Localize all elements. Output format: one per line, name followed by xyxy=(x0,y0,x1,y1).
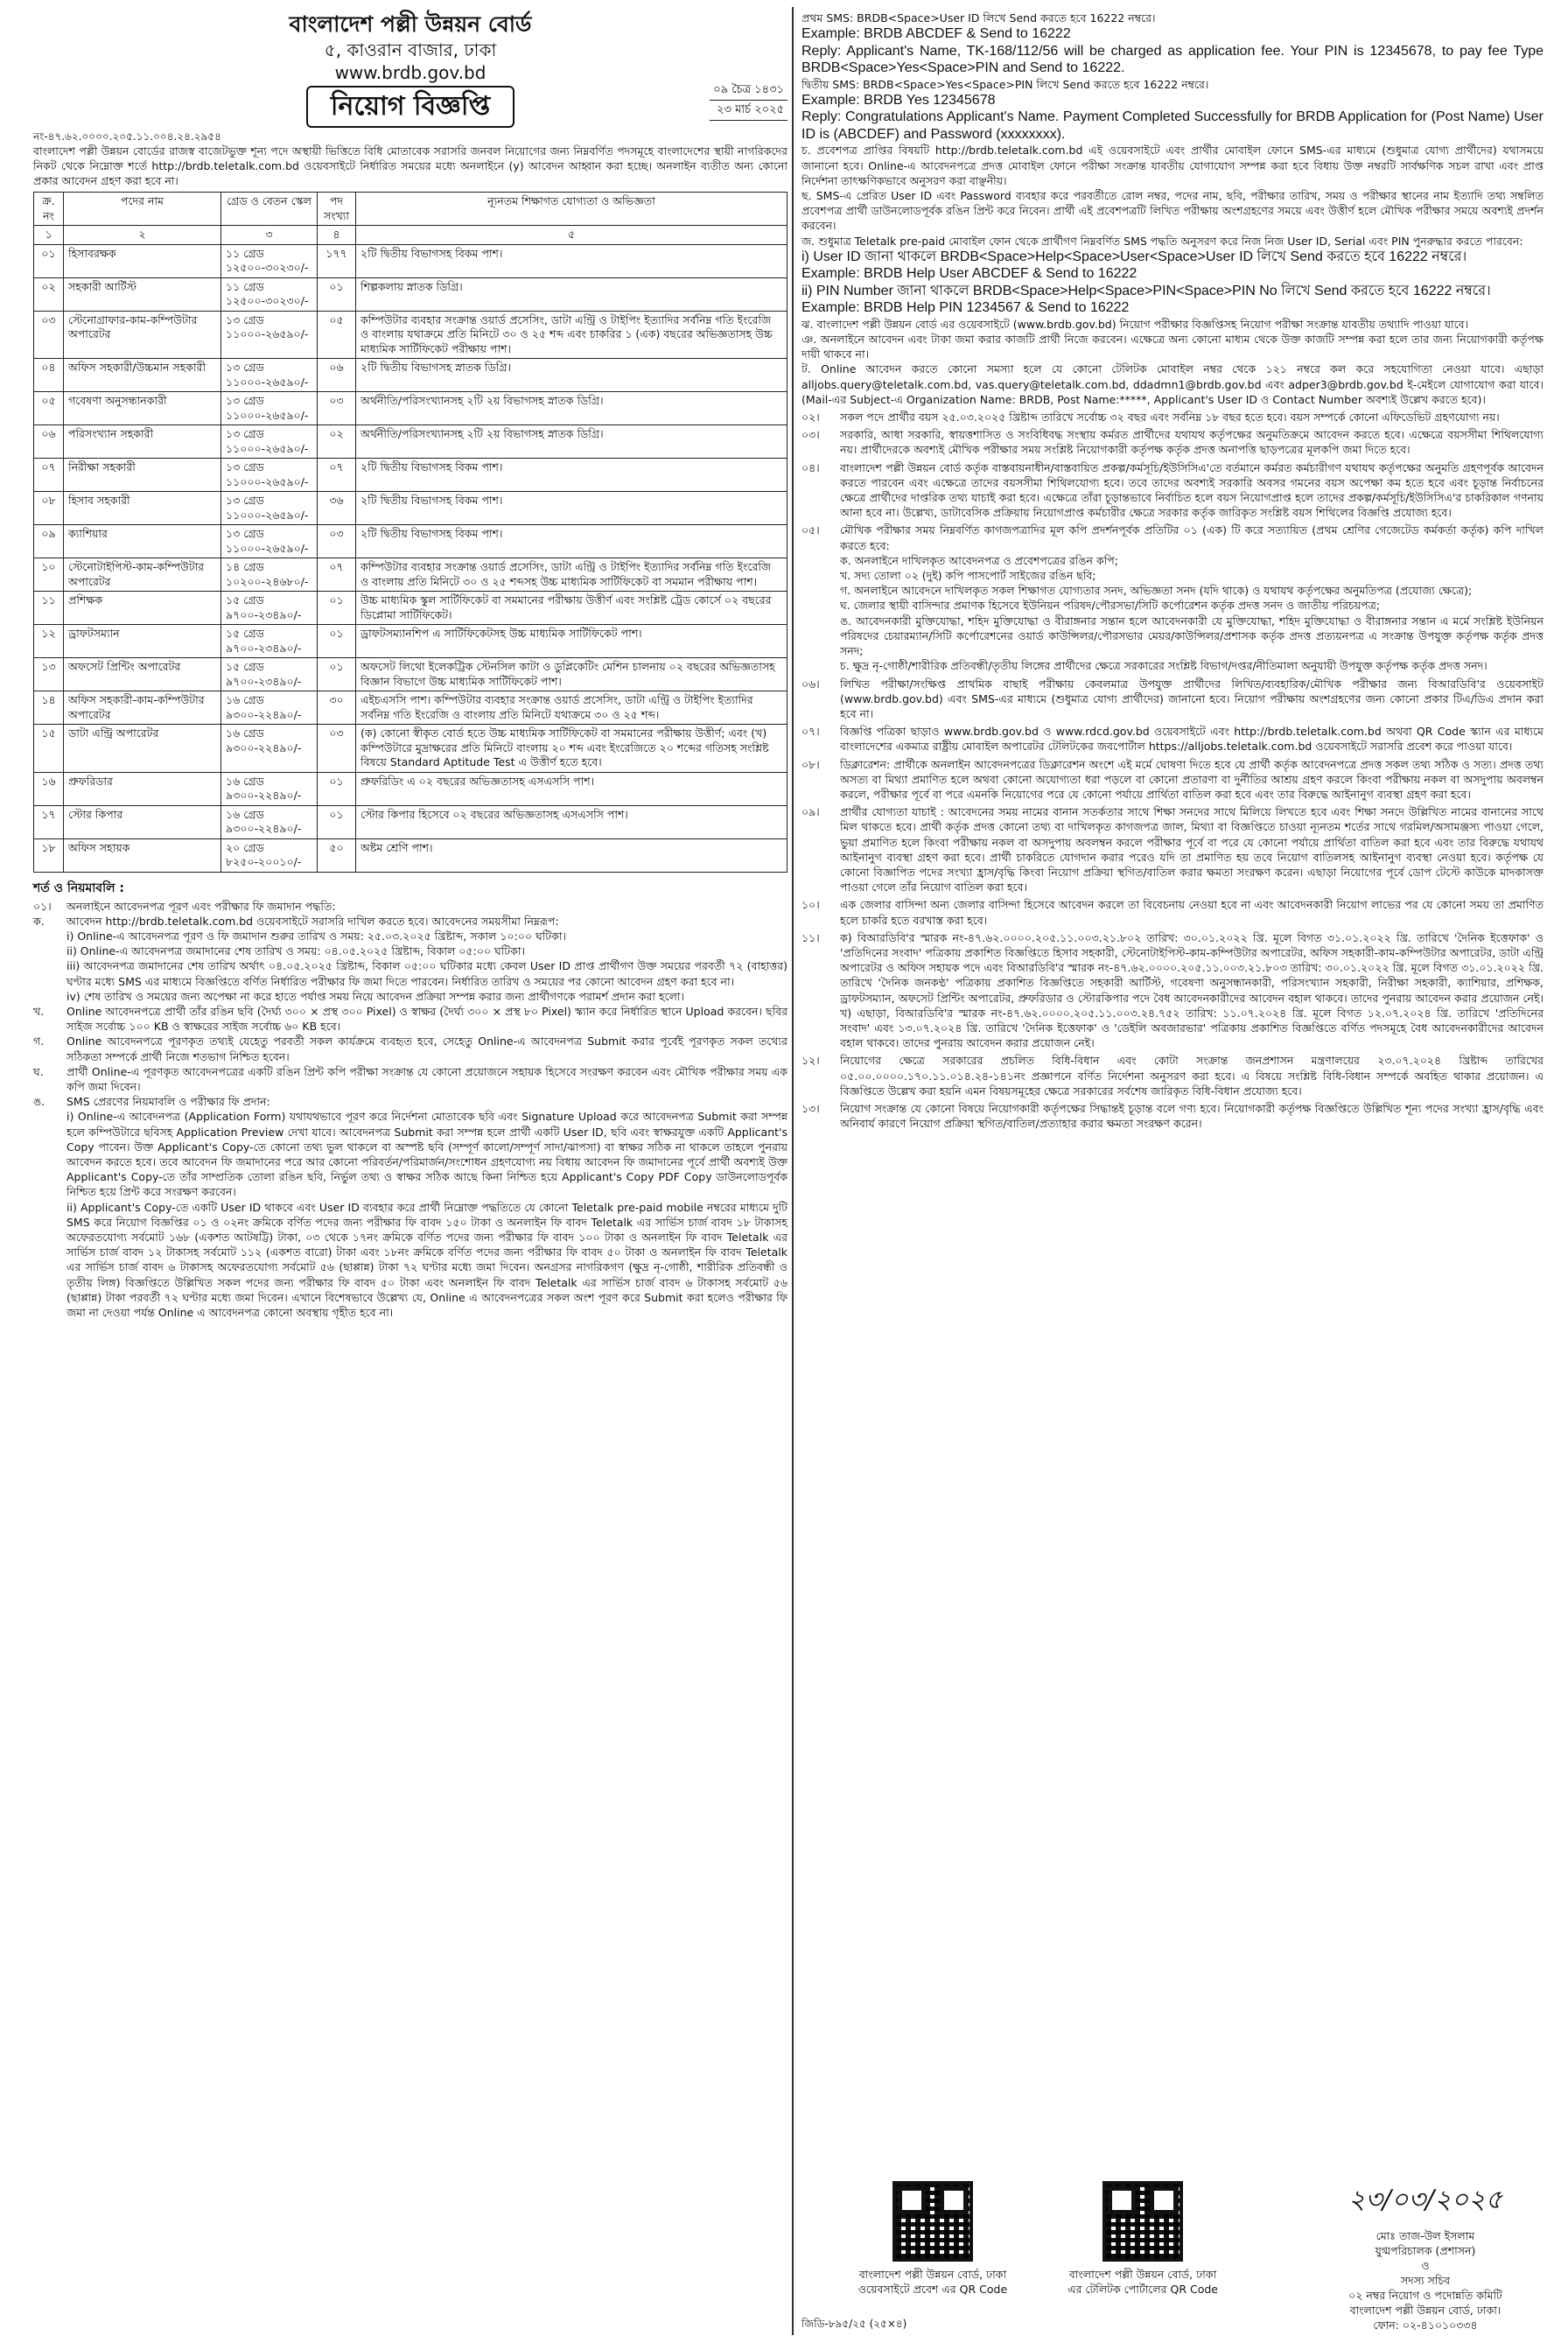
cell-serial: ০৬ xyxy=(34,425,64,459)
term-item xyxy=(33,899,788,914)
term-item xyxy=(802,1101,1544,1131)
table-row xyxy=(34,725,788,773)
cell-qualification: ২টি দ্বিতীয় বিভাগসহ স্নাতক ডিগ্রি। xyxy=(356,359,788,392)
cell-post-name: সহকারী আর্টিস্ট xyxy=(64,277,221,311)
sms-paragraph: ছ. SMS-এ প্রেরিত User ID এবং Password ব্যবহার করে পরবর্তীতে রোল নম্বর, পদের নাম, ছবি, পরীক্ষার তারিখ, সময় ও পরীক্ষার স্থানের নাম ইত্যাদি তথ্য সম্বলিত প্রবেশপত্র প্রার্থী ডাউনলোডপূর্বক রঙিন প্রিন্ট করে নিবেন। প্রার্থী এই প্রবেশপত্রটি লিখিত পরীক্ষায় অংশগ্রহণের সময়ে এবং উত্তীর্ণ হলে মৌখিক পরীক্ষার সময়ে অবশ্যই প্রদর্শন করবেন। xyxy=(802,189,1544,233)
notice-header xyxy=(33,11,788,128)
sms-paragraph: দ্বিতীয় SMS: BRDB<Space>Yes<Space>PIN লিখে Send করতে হবে 16222 নম্বরে। xyxy=(802,77,1209,91)
cell-qualification: (ক) কোনো স্বীকৃত বোর্ড হতে উচ্চ মাধ্যমিক সার্টিফিকেট বা সমমানের পরীক্ষায় উত্তীর্ণ; এবং (খ) কম্পিউটারে মুদ্রাক্ষরের প্রতি মিনিটে বাংলায় ২০ শব্দ এবং ইংরেজিতে ২০ শব্দের গতিসহ সংশ্লিষ্ট বিষয়ে Standard Aptitude Test এ উত্তীর্ণ হতে হবে। xyxy=(356,725,788,773)
table-row xyxy=(34,658,788,691)
term-text: আবেদন http://brdb.teletalk.com.bd ওয়েবসাইটে সরাসরি দাখিল করতে হবে। আবেদনের সময়সীমা নিম্নরূপ: xyxy=(66,914,559,928)
cell-grade: ১৩ গ্রেড ১১০০০-২৬৫৯০/- xyxy=(221,425,318,459)
term-item xyxy=(802,677,1544,722)
header-count: পদ সংখ্যা xyxy=(318,193,356,226)
term-text: প্রার্থী Online-এ পূরণকৃত আবেদনপত্রের একটি রঙিন প্রিন্ট কপি পরীক্ষা সংক্রান্ত যে কোনো প্রয়োজনে সহায়ক হিসেবে সংরক্ষণ করবেন এবং মৌখিক পরীক্ষার সময় এক কপি জমা দিবেন। xyxy=(66,1064,788,1093)
cell-count: ০২ xyxy=(318,425,356,459)
term-number xyxy=(33,958,66,988)
cell-serial: ১০ xyxy=(34,558,64,592)
table-row xyxy=(34,392,788,425)
cell-grade: ১৩ গ্রেড ১১০০০-২৬৫৯০/- xyxy=(221,492,318,525)
header-grade: গ্রেড ও বেতন স্কেল xyxy=(221,193,318,226)
cell-count: ০৫ xyxy=(318,311,356,359)
cell-count: ০৩ xyxy=(318,725,356,773)
term-text: সকল পদে প্রার্থীর বয়স ২৫.০৩.২০২৫ খ্রিষ্টাব্দ তারিখে সর্বোচ্চ ৩২ বছর এবং সর্বনিম্ন ১৮ বছর হতে হবে। বয়স সম্পর্কে কোনো এফিডেভিট গ্রহণযোগ্য নয়। xyxy=(840,410,1500,424)
table-colnum-row xyxy=(34,226,788,245)
sms-paragraph: চ. প্রবেশপত্র প্রাপ্তির বিষয়টি http://brdb.teletalk.com.bd এই ওয়েবসাইটে এবং প্রার্থীর মোবাইল ফোনে SMS-এর মাধ্যমে (শুধুমাত্র যোগ্য প্রার্থীদের) যথাসময়ে জানানো হবে। Online-এ আবেদনপত্রে প্রদত্ত মোবাইল ফোনে পরীক্ষা সংক্রান্ত যাবতীয় যোগাযোগ সম্পন্ন করা হবে বিধায় উক্ত নম্বরটি সার্বক্ষণিক সচল রাখা এবং প্রাপ্ত নির্দেশনা তাৎক্ষণিকভাবে অনুসরণ করা বাঞ্ছনীয়। xyxy=(802,144,1544,187)
cell-count: ০৭ xyxy=(318,558,356,592)
term-text: গ. অনলাইনে আবেদনে দাখিলকৃত সকল শিক্ষাগত যোগ্যতার সনদ, অভিজ্ঞতা সনদ (যদি থাকে) ও যথাযথ কর্তৃপক্ষের অনুমতিপত্র (প্রযোজ্য ক্ষেত্রে); xyxy=(840,584,1473,598)
cell-serial: ০৪ xyxy=(34,359,64,392)
term-number: ০৮। xyxy=(802,757,820,771)
term-number xyxy=(802,598,840,613)
sms-paragraph: Example: BRDB Help PIN 1234567 & Send to 16222 xyxy=(802,300,1130,316)
term-text: লিখিত পরীক্ষা/সংক্ষিপ্ত প্রাথমিক বাছাই পরীক্ষায় কেবলমাত্র উপযুক্ত প্রার্থীদের লিখিত/ব্যবহারিক/মৌখিক পরীক্ষার জন্য বিআরডিবি'র ওয়েবসাইট (www.brdb.gov.bd) এবং SMS-এর মাধ্যমে (শুধুমাত্র যোগ্য প্রার্থীদের) জানানো হবে। নিয়োগ পরীক্ষায় অংশগ্রহণের জন্য কোনো প্রকার টিএ/ডিএ প্রদান করা হবে না। xyxy=(840,677,1544,720)
term-item xyxy=(33,944,788,958)
cell-post-name: অফিস সহকারী-কাম-কম্পিউটার অপারেটর xyxy=(64,691,221,725)
term-text: ঙ. আবেদনকারী মুক্তিযোদ্ধা, শহিদ মুক্তিযোদ্ধা ও বীরাঙ্গনার সন্তান হলে আবেদনকারী যে মুক্তিযোদ্ধা, শহিদ মুক্তিযোদ্ধা ও বীরাঙ্গনার সন্তান এ মর্মে সংশ্লিষ্ট ইউনিয়ন পরিষদের চেয়ারম্যান/সিটি কর্পোরেশনের ওয়ার্ড কাউন্সিলর/পৌরসভার মেয়র/কাউন্সিলর/প্রশাসক কর্তৃক প্রদত্ত প্রত্যয়নপত্র এ সংক্রান্ত উপযুক্ত কর্তৃপক্ষ কর্তৃক প্রদত্ত সনদ; xyxy=(840,614,1544,658)
term-text: প্রার্থীর যোগ্যতা যাচাই : আবেদনের সময় নামের বানান সতর্কতার সাথে শিক্ষা সনদের সাথে মিলিয়ে লিখতে হবে এবং শিক্ষা সনদে উল্লিখিত নামের বানানের সাথে মিল থাকতে হবে। প্রার্থী কর্তৃক প্রদত্ত কোনো তথ্য বা দাখিলকৃত কাগজপত্র জাল, মিথ্যা বা বিজ্ঞপ্তিতে চাওয়া ন্যূনতম শর্তের সাথে গরমিল/অসামঞ্জস্য পাওয়া গেলে, ভুয়া প্রমাণিত হলে কিংবা পরীক্ষায় নকল বা অসদুপায় অবলম্বন করলে পরীক্ষার পূর্বে বা পরে যে কোনো পর্যায়ে প্রার্থিতা বাতিল করা হবে এবং তার বিরুদ্ধে যথাযথ আইনানুগ ব্যবস্থা গ্রহণ করা হবে। প্রার্থী চাকরিতে যোগদান করার পরেও যদি তা প্রমাণিত হয় তবে নিয়োগ বাতিলসহ আইনানুগ ব্যবস্থা নেওয়া হবে। কর্তৃপক্ষ যে কোনো বিজ্ঞাপিত পদের সংখ্যা হ্রাস/বৃদ্ধি কিংবা নিয়োগ প্রক্রিয়া স্থগিত/বাতিল করার ক্ষমতা সংরক্ষণ করেন। এছাড়া নিয়োগের পূর্বে ডোপ টেস্টে কাউকে মাদকাসক্ত পাওয়া গেলে তাঁর নিয়োগ বাতিল করা হবে। xyxy=(840,805,1544,894)
cell-post-name: প্রশিক্ষক xyxy=(64,592,221,625)
cell-count: ০১ xyxy=(318,592,356,625)
signer-org: বাংলাদেশ পল্লী উন্নয়ন বোর্ড, ঢাকা। xyxy=(1349,2304,1502,2317)
term-text: ক) বিআরডিবি'র স্মারক নং-৪৭.৬২.০০০০.২০৫.১১.০০৩.২১.৮০২ তারিখ: ৩০.০১.২০২২ খ্রি. মূলে বিগত ৩১.০১.২০২২ খ্রি. তারিখে 'দৈনিক ইত্তেফাক' ও 'প্রতিদিনের সংবাদ' পত্রিকায় প্রকাশিত বিজ্ঞপ্তিতে হিসাব সহকারী, স্টেনোটাইপিস্ট-কাম-কম্পিউটার অপারেটর, অফিস সহকারী-কাম-কম্পিউটার অপারেটর, ডাটা এন্ট্রি অপারেটর ও অফিস সহায়ক পদে এবং বিআরডিবি'র স্মারক নং-৪৭.৬২.০০০০.২০৫.১১.০০৩.২১.৮০৩ তারিখ: ৩০.০১.২০২২ খ্রি. মূলে বিগত ৩১.০১.২০২২ খ্রি. তারিখে 'দৈনিক জনকণ্ঠ' পত্রিকায় প্রকাশিত বিজ্ঞপ্তিতে সহকারী আর্টিস্ট, গবেষণা অনুসন্ধানকারী, পরিসংখ্যান সহকারী, নিরীক্ষা সহকারী, ক্যাশিয়ার, প্রশিক্ষক, ড্রাফটসম্যান, অফসেট প্রিন্টিং অপারেটর, প্রুফরিডার ও স্টোরকিপার পদে বৈধ আবেদনকারীদের আবেদন বহাল থাকবে। তাদের পুনরায় আবেদন করার প্রয়োজন নেই। খ) এছাড়া, বিআরডিবি'র স্মারক নং-৪৭.৬২.০০০০.২০৫.১১.০০৩.২৪.৭৫২ তারিখ: ১১.০৭.২০২৪ খ্রি. মূলে বিগত ১২.০৭.২০২৪ খ্রি. তারিখে 'প্রতিদিনের সংবাদ' এবং ১৩.০৭.২০২৪ খ্রি. তারিখে 'দৈনিক ইত্তেফাক' ও 'ডেইলি অবজারভার' পত্রিকায় প্রকাশিত বিজ্ঞপ্তিতে বর্ণিত পদসমূহে বৈধ আবেদনকারীদের আবেদন বহাল থাকবে। তাদের পুনরায় আবেদন করার প্রয়োজন নেই। xyxy=(840,930,1544,1050)
cell-grade: ১৫ গ্রেড ৯৭০০-২৩৪৯০/- xyxy=(221,625,318,658)
cell-post-name: গবেষণা অনুসন্ধানকারী xyxy=(64,392,221,425)
cell-serial: ০৮ xyxy=(34,492,64,525)
term-text: নিয়োগ সংক্রান্ত যে কোনো বিষয়ে নিয়োগকারী কর্তৃপক্ষের সিদ্ধান্তই চূড়ান্ত বলে গণ্য হবে। নিয়োগকারী কর্তৃপক্ষ বিজ্ঞপ্তিতে উল্লিখিত শূন্য পদের সংখ্যা হ্রাস/বৃদ্ধি এবং অনিবার্য কারণে নিয়োগ প্রক্রিয়া স্থগিত/বাতিল/প্রত্যাহার করার ক্ষমতা সংরক্ষণ করেন। xyxy=(840,1101,1544,1131)
cell-grade: ১৪ গ্রেড ১০২০০-২৪৬৮০/- xyxy=(221,558,318,592)
sms-paragraph: ii) PIN Number জানা থাকলে BRDB<Space>Help<Space>PIN<Space>PIN No লিখে Send করতে হবে 16222 নম্বরে। xyxy=(802,283,1491,298)
term-number: ঙ. xyxy=(33,1095,46,1109)
term-item xyxy=(802,804,1544,894)
term-text: নিয়োগের ক্ষেত্রে সরকারের প্রচলিত বিধি-বিধান এবং কোটা সংক্রান্ত জনপ্রশাসন মন্ত্রণালয়ের ২৩.০৭.২০২৪ খ্রিষ্টাব্দ তারিখের ০৫.০০.০০০০.১৭০.১১.০১৪.২৪-১৪১নং প্রজ্ঞাপনে বর্ণিত নির্দেশনা অনুসরণ করা হবে। এ বিষয়ে সংশ্লিষ্ট বিধি-বিধান সম্পর্কে অবহিত থাকার প্রয়োজন। এ বিজ্ঞপ্তিতে উল্লেখ করা হয়নি এমন বিষয়সমূহের ক্ষেত্রে সরকারের সর্বশেষ জারিকৃত বিধি-বিধান প্রযোজ্য হবে। xyxy=(840,1054,1544,1098)
table-row xyxy=(34,525,788,558)
term-text: SMS প্রেরণের নিয়মাবলি ও পরীক্ষার ফি প্রদান: xyxy=(66,1095,270,1109)
term-number: ০৭। xyxy=(802,725,820,739)
cell-serial: ১৫ xyxy=(34,725,64,773)
term-text: সরকারি, আধা সরকারি, স্বায়ত্তশাসিত ও সংবিধিবদ্ধ সংস্থায় কর্মরত প্রার্থীদের যথাযথ কর্তৃপক্ষের অনুমতিক্রমে আবেদন করতে হবে। এক্ষেত্রে বয়সসীমা শিথিলযোগ্য নয়। প্রার্থীদেরকে অবশ্যই মৌখিক পরীক্ষার সময় সংশ্লিষ্ট নিয়োগকারী কর্তৃপক্ষ কর্তৃক প্রদত্ত অনাপত্তি ছাড়পত্রের মূলকপি জমা দিতে হবে। xyxy=(840,428,1544,457)
cell-qualification: ২টি দ্বিতীয় বিভাগসহ বিকম পাশ। xyxy=(356,244,788,277)
colnum: ৫ xyxy=(356,226,788,245)
cell-qualification: ২টি দ্বিতীয় বিভাগসহ বিকম পাশ। xyxy=(356,459,788,492)
cell-grade: ১৫ গ্রেড ৯৭০০-২৩৪৯০/- xyxy=(221,658,318,691)
signer-phone: ফোন: ০২-৪১০১০৩৩৪ xyxy=(1373,2318,1478,2332)
cell-qualification: স্টোর কিপার হিসেবে ০২ বছরের অভিজ্ঞতাসহ এসএসসি পাশ। xyxy=(356,805,788,838)
table-row xyxy=(34,311,788,359)
cell-serial: ১১ xyxy=(34,592,64,625)
cell-post-name: পরিসংখ্যান সহকারী xyxy=(64,425,221,459)
term-text: বাংলাদেশ পল্লী উন্নয়ন বোর্ড কর্তৃক বাস্তবায়নাধীন/বাস্তবায়িত প্রকল্প/কর্মসূচি/ইউসিসিএ'তে বর্তমানে কর্মরত কর্মচারীগণ যথাযথ কর্তৃপক্ষের অনুমতি গ্রহণপূর্বক আবেদন করতে পারবেন এবং এক্ষেত্রে তাদের বয়সসীমা শিথিলযোগ্য হবে। তবে তাদের অবশ্যই সরকারি অবসর গমনের বয়স অপেক্ষা কম হতে হবে এবং চূড়ান্ত নির্বাচনের ক্ষেত্রে প্রার্থীদের দাপ্তরিক তথ্য যাচাই করা হবে। এক্ষেত্রে তাঁরা চূড়ান্তভাবে নির্বাচিত হলে বয়স নিয়োগপ্রাপ্ত হলে তাদের প্রকল্প/কর্মসূচি/ইউসিসিএ'র চাকরিকাল গণনায় আনা হবে না। উল্লেখ্য, ডাটাবেসিক প্রক্রিয়ায় নিয়োগপ্রাপ্ত কর্মচারীর ক্ষেত্রে সরকার কর্তৃক জারিকৃত সংশ্লিষ্ট বয়স শিথিলের বিজ্ঞপ্তি প্রযোজ্য হবে। xyxy=(840,460,1544,520)
term-item xyxy=(802,614,1544,659)
header-qualification: ন্যূনতম শিক্ষাগত যোগ্যতা ও অভিজ্ঞতা xyxy=(356,193,788,226)
term-text: বিজ্ঞপ্তি পত্রিকা ছাড়াও www.brdb.gov.bd ও www.rdcd.gov.bd ওয়েবসাইটে এবং http://brdb.teletalk.com.bd অথবা QR Code স্ক্যান এর মাধ্যমে বাংলাদেশের একমাত্র রাষ্ট্রীয় মোবাইল অপারেটর টেলিটকের জবপোর্টাল https://alljobs.teletalk.com.bd ওয়েবসাইটে সরাসরি প্রবেশ করে পাওয়া যাবে। xyxy=(840,725,1544,754)
terms-title: শর্ত ও নিয়মাবলি : xyxy=(33,880,124,895)
table-row xyxy=(34,459,788,492)
cell-qualification: ড্রাফটসম্যানশিপ এ সার্টিফিকেটসহ উচ্চ মাধ্যমিক সার্টিফিকেট পাশ। xyxy=(356,625,788,658)
term-text: চ. ক্ষুদ্র নৃ-গোষ্ঠী/শারীরিক প্রতিবন্ধী/তৃতীয় লিঙ্গের প্রার্থীদের ক্ষেত্রে সরকারের সংশ্লিষ্ট বিভাগ/দপ্তর/নীতিমালা অনুযায়ী উপযুক্ত কর্তৃপক্ষ কর্তৃক প্রদত্ত সনদ। xyxy=(840,659,1488,673)
term-text: খ. সদ্য তোলা ০২ (দুই) কপি পাসপোর্ট সাইজের রঙিন ছবি; xyxy=(840,569,1096,583)
left-column xyxy=(33,11,788,2334)
cell-grade: ১৩ গ্রেড ১১০০০-২৬৫৯০/- xyxy=(221,459,318,492)
cell-count: ৩০ xyxy=(318,691,356,725)
cell-count: ০৩ xyxy=(318,525,356,558)
cell-qualification: অর্থনীতি/পরিসংখ্যানসহ ২টি ২য় বিভাগসহ স্নাতক ডিগ্রি। xyxy=(356,392,788,425)
cell-serial: ১৪ xyxy=(34,691,64,725)
signer-role: সদস্য সচিব xyxy=(1400,2274,1451,2287)
cell-count: ৫০ xyxy=(318,838,356,872)
dfp-reference: জিডি-৮৯৫/২৫ (২৫×৪) xyxy=(802,2318,907,2330)
header-post-name: পদের নাম xyxy=(64,193,221,226)
notice-dates xyxy=(710,81,788,121)
term-item xyxy=(802,658,1544,673)
signer-name: মোঃ তাজ-উল ইসলাম xyxy=(1376,2229,1475,2242)
term-text: ii) Online-এ আবেদনপত্র জমাদানের শেষ তারিখ ও সময়: ০৪.০৫.২০২৫ খ্রিষ্টাব্দ, বিকাল ০৫:০০ ঘটিকা। xyxy=(66,944,525,958)
cell-serial: ১২ xyxy=(34,625,64,658)
term-text: ii) Applicant's Copy-তে একটি User ID থাকবে এবং User ID ব্যবহার করে প্রার্থী নিম্নোক্ত পদ্ধতিতে যে কোনো Teletalk pre-paid mobile নম্বরের মাধ্যমে দুটি SMS করে নিয়োগ বিজ্ঞপ্তির ০১ ও ০২নং ক্রমিকে বর্ণিত পদের জন্য পরীক্ষার ফি বাবদ ১৫০ টাকা ও অনলাইন ফি বাবদ Teletalk এর সার্ভিস চার্জ বাবদ ১৮ টাকাসহ অফেরতযোগ্য সর্বমোট ১৬৮ (একশত আটষট্টি) টাকা, ০৩ থেকে ১৭নং ক্রমিকে বর্ণিত পদের জন্য পরীক্ষার ফি বাবদ ১০০ টাকা ও অনলাইন ফি বাবদ Teletalk এর সার্ভিস চার্জ বাবদ ১২ টাকাসহ সর্বমোট ১১২ (একশত বারো) টাকা এবং ১৮নং ক্রমিকে বর্ণিত পদের জন্য পরীক্ষার ফি বাবদ ৫০ টাকা ও অনলাইন ফি বাবদ Teletalk এর সার্ভিস চার্জ বাবদ ৬ টাকাসহ অফেরতযোগ্য সর্বমোট ৫৬ (ছাপ্পান্ন) টাকা ৭২ ঘণ্টার মধ্যে জমা দিবেন। অনগ্রসর নাগরিকগণ (ক্ষুদ্র নৃ-গোষ্ঠী, শারীরিক প্রতিবন্ধী ও তৃতীয় লিঙ্গ) বিজ্ঞপ্তিতে উল্লিখিত সকল পদের জন্য পরীক্ষার ফি বাবদ ৫০ টাকা এবং অনলাইন ফি বাবদ Teletalk এর সার্ভিস চার্জ বাবদ ৬ টাকাসহ সর্বমোট ৫৬ (ছাপ্পান্ন) টাকা পরবর্তী ৭২ ঘণ্টার মধ্যে জমা দিবেন। এখানে বিশেষভাবে উল্লেখ্য যে, Online এ আবেদনপত্রের সকল অংশ পূরণ করে Submit করা হলেও পরীক্ষার ফি জমা না দেওয়া পর্যন্ত Online এ আবেদনপত্র কোনো অবস্থায় গৃহীত হবে না। xyxy=(66,1200,788,1319)
term-number xyxy=(802,568,840,583)
table-row xyxy=(34,838,788,872)
cell-serial: ০৩ xyxy=(34,311,64,359)
sms-paragraph: ঝ. বাংলাদেশ পল্লী উন্নয়ন বোর্ড এর ওয়েবসাইটে (www.brdb.gov.bd) নিয়োগ পরীক্ষার বিজ্ঞপ্তিসহ নিয়োগ পরীক্ষা সংক্রান্ত যাবতীয় তথ্যাদি পাওয়া যাবে। xyxy=(802,317,1469,331)
cell-grade: ১৫ গ্রেড ৯৭০০-২৩৪৯০/- xyxy=(221,592,318,625)
right-terms xyxy=(802,410,1544,1131)
term-item xyxy=(802,460,1544,521)
qr-caption-teletalk: বাংলাদেশ পল্লী উন্নয়ন বোর্ড, ঢাকা এর টেলিটক পোর্টালের QR Code xyxy=(1068,2268,1218,2296)
term-number xyxy=(33,944,66,958)
column-divider xyxy=(792,7,794,2335)
sms-paragraph: i) User ID জানা থাকলে BRDB<Space>Help<Space>User<Space>User ID লিখে Send করতে হবে 16222 নম্বরে। xyxy=(802,249,1467,264)
term-number: ০২। xyxy=(802,410,820,424)
colnum: ২ xyxy=(64,226,221,245)
term-item xyxy=(33,1094,788,1109)
signer-committee: ০২ নম্বর নিয়োগ ও পদোন্নতি কমিটি xyxy=(1348,2289,1502,2302)
term-item xyxy=(33,1004,788,1034)
cell-count: ৩৬ xyxy=(318,492,356,525)
term-text: ঘ. জেলার স্থায়ী বাসিন্দার প্রমাণক হিসেবে ইউনিয়ন পরিষদ/পৌরসভা/সিটি কর্পোরেশন কর্তৃক প্রদত্ত সনদ ও জাতীয় পরিচয়পত্র; xyxy=(840,599,1381,613)
cell-serial: ১৮ xyxy=(34,838,64,872)
cell-serial: ১৭ xyxy=(34,805,64,838)
cell-count: ১৭৭ xyxy=(318,244,356,277)
term-item xyxy=(802,568,1544,583)
sms-paragraph: ট. Online আবেদন করতে কোনো সমস্যা হলে যে কোনো টেলিটক মোবাইল নম্বর থেকে ১২১ নম্বরে কল করে সহযোগিতা নেওয়া যাবে। এছাড়া alljobs.query@teletalk.com.bd, vas.query@teletalk.com.bd, ddadmn1@brdb.gov.bd এবং adper3@brdb.gov.bd ই-মেইলে যোগাযোগ করা যাবে। (Mail-এর Subject-এ Organization Name: BRDB, Post Name:*****, Applicant's User ID ও Contact Number অবশ্যই উল্লেখ করতে হবে)। xyxy=(802,362,1544,406)
sms-paragraph: Reply: Congratulations Applicant's Name. Payment Completed Successfully for BRDB Application for (Post Name) User ID is (ABCDEF) and Password (xxxxxxxx). xyxy=(802,109,1544,142)
term-number: ০১। xyxy=(33,899,52,913)
cell-count: ০১ xyxy=(318,625,356,658)
vacancy-table xyxy=(33,192,788,873)
cell-post-name: ড্রাফটসম্যান xyxy=(64,625,221,658)
term-item xyxy=(33,958,788,988)
term-item xyxy=(802,724,1544,754)
term-number: ০৫। xyxy=(802,523,820,537)
term-number xyxy=(802,614,840,659)
table-row xyxy=(34,625,788,658)
qr-caption-website: বাংলাদেশ পল্লী উন্নয়ন বোর্ড, ঢাকা ওয়েবসাইটে প্রবেশ এর QR Code xyxy=(858,2268,1008,2296)
term-item xyxy=(802,1053,1544,1098)
date-english: ২৩ মার্চ ২০২৫ xyxy=(710,101,788,121)
cell-qualification: কম্পিউটার ব্যবহার সংক্রান্ত ওয়ার্ড প্রসেসিং, ডাটা এন্ট্রি ও টাইপিং ইত্যাদির সর্বনিম্ন গতি ইংরেজি ও বাংলায় প্রতি মিনিটে ৩০ ও ২৫ শব্দসহ উচ্চ মাধ্যমিক সার্টিফিকেট বা সমমান পরীক্ষায় পাশ। xyxy=(356,558,788,592)
term-text: Online আবেদনপত্রে পূরণকৃত তথ্যই যেহেতু পরবর্তী সকল কার্যক্রমে ব্যবহৃত হবে, সেহেতু Online-এ আবেদনপত্র Submit করার পূর্বেই পূরণকৃত সকল তথ্যের সঠিকতা সম্পর্কে প্রার্থী নিজে শতভাগ নিশ্চিত হবেন। xyxy=(66,1035,788,1063)
term-number xyxy=(802,658,840,673)
cell-grade: ১৬ গ্রেড ৯৩০০-২২৪৯০/- xyxy=(221,691,318,725)
table-header-row xyxy=(34,193,788,226)
sms-paragraph: Example: BRDB Yes 12345678 xyxy=(802,92,996,108)
footer-block xyxy=(802,2172,1544,2334)
table-row xyxy=(34,425,788,459)
term-item xyxy=(802,598,1544,613)
table-row xyxy=(34,691,788,725)
qr-card-teletalk xyxy=(1064,2181,1222,2297)
cell-qualification: এইচএসসি পাশ। কম্পিউটার ব্যবহার সংক্রান্ত ওয়ার্ড প্রসেসিং, ডাটা এন্ট্রি ও টাইপিং ইত্যাদির সর্বনিম্ন গতি ইংরেজি ও বাংলায় প্রতি মিনিটে যথাক্রমে ৩০ ও ২৫ শব্দ। xyxy=(356,691,788,725)
table-row xyxy=(34,805,788,838)
cell-qualification: অফসেট লিথো ইলেকট্রিক স্টেনসিল কাটা ও ডুপ্লিকেটিং মেশিন চালনায় ০২ বছরের অভিজ্ঞতাসহ বিজ্ঞান বিভাগে উচ্চ মাধ্যমিক সার্টিফিকেট পাশ। xyxy=(356,658,788,691)
qr-code-icon[interactable] xyxy=(892,2181,973,2262)
cell-qualification: শিল্পকলায় স্নাতক ডিগ্রি। xyxy=(356,277,788,311)
term-number: ০৬। xyxy=(802,677,820,691)
organization-website[interactable]: www.brdb.gov.bd xyxy=(334,62,486,83)
term-item xyxy=(802,583,1544,598)
term-text: ক. অনলাইনে দাখিলকৃত আবেদনপত্র ও প্রবেশপত্রের রঙিন কপি; xyxy=(840,553,1118,567)
cell-post-name: স্টেনোগ্রাফার-কাম-কম্পিউটার অপারেটর xyxy=(64,311,221,359)
term-number xyxy=(33,929,66,944)
term-text: ডিক্লারেশন: প্রার্থীকে অনলাইন আবেদনপত্রের ডিক্লারেশন অংশে এই মর্মে ঘোষণা দিতে হবে যে প্রার্থী কর্তৃক আবেদনপত্রে প্রদত্ত সকল তথ্য সঠিক ও সত্য। প্রদত্ত তথ্য অসত্য বা মিথ্যা প্রমাণিত হলে অথবা কোনো অযোগ্যতা ধরা পড়লে বা কোনো প্রতারণা বা দুর্নীতির আশ্রয় গ্রহণ করলে কিংবা পরীক্ষায় নকল বা অসদুপায় অবলম্বন করলে, পরীক্ষার পূর্বে বা পরে এমনকি নিয়োগের পরে যে কোনো পর্যায়ে প্রার্থিতা বাতিল করা হবে এবং তার বিরুদ্ধে আইনানুগ ব্যবস্থা গ্রহণ করা হবে। xyxy=(840,757,1544,801)
memo-number: নং-৪৭.৬২.০০০০.২০৫.১১.০০৪.২৪.২৯৫৪ xyxy=(33,130,221,143)
sms-paragraph: ঞ. অনলাইনে আবেদন এবং টাকা জমা করার কাজটি প্রার্থী নিজে করবেন। এক্ষেত্রে অন্য কোনো মাধ্যম থেকে উক্ত কাজটি সম্পন্ন করা হলে তার জন্য নিয়োগকারী কর্তৃপক্ষ দায়ী থাকবে না। xyxy=(802,333,1544,361)
term-number: ১৩। xyxy=(802,1101,820,1115)
left-terms xyxy=(33,899,788,1321)
cell-count: ০৭ xyxy=(318,459,356,492)
term-item xyxy=(802,930,1544,1051)
cell-post-name: ক্যাশিয়ার xyxy=(64,525,221,558)
sms-paragraph: Reply: Applicant's Name, TK-168/112/56 will be charged as application fee. Your PIN is 12345678, to pay fee Type BRDB<Space>Yes<Space>PIN and Send to 16222. xyxy=(802,43,1544,76)
cell-qualification: অর্থনীতি/পরিসংখ্যানসহ ২টি ২য় বিভাগসহ স্নাতক ডিগ্রি। xyxy=(356,425,788,459)
cell-count: ০১ xyxy=(318,772,356,805)
term-item xyxy=(802,553,1544,568)
term-number: ১২। xyxy=(802,1054,820,1068)
signature-image: ২৩/০৩/২০২৫ xyxy=(1348,2185,1503,2215)
term-text: অনলাইনে আবেদনপত্র পূরণ এবং পরীক্ষার ফি জমাদান পদ্ধতি: xyxy=(66,899,336,913)
term-item xyxy=(33,1034,788,1063)
signature-block xyxy=(1316,2172,1535,2332)
cell-post-name: অফসেট প্রিন্টিং অপারেটর xyxy=(64,658,221,691)
cell-count: ০১ xyxy=(318,658,356,691)
cell-grade: ১৩ গ্রেড ১১০০০-২৬৫৯০/- xyxy=(221,525,318,558)
table-row xyxy=(34,277,788,311)
cell-qualification: উচ্চ মাধ্যমিক স্কুল সার্টিফিকেট বা সমমানের পরীক্ষায় উত্তীর্ণ এবং সংশ্লিষ্ট ট্রেড কোর্সে ০২ বছরের ডিপ্লোমা সার্টিফিকেট। xyxy=(356,592,788,625)
term-text: এক জেলার বাসিন্দা অন্য জেলার বাসিন্দা হিসেবে আবেদন করলে তা বিবেচনায় নেওয়া হবে না এবং আবেদনকারী নিয়োগ লাভের পর যে কোনো সময় তা প্রমাণিত হলে চাকরি হতে বরখাস্ত করা হবে। xyxy=(840,898,1544,927)
cell-serial: ০২ xyxy=(34,277,64,311)
cell-qualification: ২টি দ্বিতীয় বিভাগসহ বিকম পাশ। xyxy=(356,525,788,558)
term-item xyxy=(33,989,788,1004)
cell-count: ০৩ xyxy=(318,392,356,425)
term-text: Online আবেদনপত্রে প্রার্থী তাঁর রঙিন ছবি (দৈর্ঘ্য ৩০০ × প্রস্থ ৩০০ Pixel) ও স্বাক্ষর (দৈর্ঘ্য ৩০০ × প্রস্থ ৮০ Pixel) স্ক্যান করে নির্ধারিত স্থানে Upload করবেন। ছবির সাইজ সর্বোচ্চ ১০০ KB ও স্বাক্ষরের সাইজ সর্বোচ্চ ৬০ KB হবে। xyxy=(66,1004,788,1034)
term-text: i) Online-এ আবেদনপত্র পূরণ ও ফি জমাদান শুরুর তারিখ ও সময়: ২৫.০৩.২০২৫ খ্রিষ্টাব্দ, সকাল ১০:০০ ঘটিকা। xyxy=(66,929,566,943)
term-item xyxy=(802,897,1544,927)
table-row xyxy=(34,558,788,592)
term-item xyxy=(802,427,1544,457)
term-number xyxy=(33,1109,66,1199)
signer-title: যুগ্মপরিচালক (প্রশাসন) xyxy=(1375,2244,1476,2257)
cell-qualification: কম্পিউটার ব্যবহার সংক্রান্ত ওয়ার্ড প্রসেসিং, ডাটা এন্ট্রি ও টাইপিং ইত্যাদির সর্বনিম্ন গতি ইংরেজি ও বাংলায় যথাক্রমে প্রতি মিনিটে ৩০ ও ২৫ শব্দ এবং চাকরির ১ (এক) বছরের অভিজ্ঞতাসহ উচ্চ মাধ্যমিক সার্টিফিকেট পরীক্ষায় পাশ। xyxy=(356,311,788,359)
cell-post-name: হিসাব সহকারী xyxy=(64,492,221,525)
intro-paragraph: বাংলাদেশ পল্লী উন্নয়ন বোর্ডের রাজস্ব বাজেটভুক্ত শূন্য পদে অস্থায়ী ভিত্তিতে বিধি মোতাবেক সরাসরি জনবল নিয়োগের জন্য নিম্নবর্ণিত পদসমূহে বাংলাদেশের স্থায়ী নাগরিকদের নিকট থেকে নিম্নোক্ত শর্তে http://brdb.teletalk.com.bd ওয়েবসাইটে নির্ধারিত সময়ের মধ্যে অনলাইনে (y) আবেদন আহ্বান করা হচ্ছে। অনলাইন ব্যতীত অন্য কোনো প্রকার আবেদন গ্রহণ করা হবে না। xyxy=(33,144,788,187)
cell-serial: ১৬ xyxy=(34,772,64,805)
term-item xyxy=(802,757,1544,803)
qr-card-website xyxy=(854,2181,1012,2297)
term-number xyxy=(33,989,66,1004)
cell-grade: ১১ গ্রেড ১২৫০০-৩০২৩০/- xyxy=(221,277,318,311)
signer-and: ও xyxy=(1421,2259,1430,2272)
term-number: ক. xyxy=(33,914,45,928)
term-item xyxy=(33,929,788,944)
term-item xyxy=(33,914,788,929)
term-number: ঘ. xyxy=(33,1064,44,1078)
term-item xyxy=(802,523,1544,552)
cell-post-name: ডাটা এন্ট্রি অপারেটর xyxy=(64,725,221,773)
table-row xyxy=(34,492,788,525)
table-body xyxy=(34,244,788,872)
term-number xyxy=(33,1200,66,1321)
colnum: ৩ xyxy=(221,226,318,245)
table-row xyxy=(34,359,788,392)
term-number xyxy=(802,553,840,568)
cell-serial: ১৩ xyxy=(34,658,64,691)
cell-post-name: নিরীক্ষা সহকারী xyxy=(64,459,221,492)
term-number: ১১। xyxy=(802,930,820,944)
term-number: ০৪। xyxy=(802,460,820,474)
qr-code-icon[interactable] xyxy=(1102,2181,1183,2262)
cell-serial: ০৫ xyxy=(34,392,64,425)
cell-post-name: প্রুফরিডার xyxy=(64,772,221,805)
table-row xyxy=(34,244,788,277)
term-number: গ. xyxy=(33,1035,45,1049)
header-serial: ক্র. নং xyxy=(34,193,64,226)
term-item xyxy=(33,1109,788,1199)
term-number: ০৩। xyxy=(802,428,820,442)
term-item xyxy=(33,1064,788,1094)
organization-address: ৫, কাওরান বাজার, ঢাকা xyxy=(324,39,497,60)
term-text: মৌখিক পরীক্ষার সময় নিম্নবর্ণিত কাগজপত্রাদির মূল কপি প্রদর্শনপূর্বক প্রতিটির ০১ (এক) টি করে সত্যায়িত (প্রথম শ্রেণির গেজেটেড কর্মকর্তা কর্তৃক) কপি দাখিল করতে হবে: xyxy=(840,523,1544,552)
term-text: iii) আবেদনপত্র জমাদানের শেষ তারিখ অর্থাৎ ০৪.০৫.২০২৫ খ্রিষ্টাব্দ, বিকাল ০৫:০০ ঘটিকার মধ্যে কেবল User ID প্রাপ্ত প্রার্থীগণ উক্ত সময়ের পরবর্তী ৭২ (বাহাত্তর) ঘণ্টার মধ্যে SMS এর মাধ্যমে বিজ্ঞপ্তিতে বর্ণিত নির্ধারিত পরীক্ষার ফি জমা দিতে পারবেন। নির্ধারিত তারিখ ও সময়ের পর কোনো আবেদন গ্রহণ করা হবে না। xyxy=(66,959,788,988)
term-text: i) Online-এ আবেদনপত্র (Application Form) যথাযথভাবে পূরণ করে নির্দেশনা মোতাবেক ছবি এবং Signature Upload করে আবেদনপত্র Submit করা সম্পন্ন হলে কম্পিউটারে ছবিসহ Application Preview দেখা যাবে। আবেদনপত্র Submit করা সম্পন্ন হলে প্রার্থী একটি User ID, ছবি এবং স্বাক্ষরযুক্ত একটি Applicant's Copy পাবেন। উক্ত Applicant's Copy-তে কোনো তথ্য ভুল থাকলে বা অস্পষ্ট ছবি (সম্পূর্ণ কালো/সম্পূর্ণ সাদা/ঝাপসা) বা স্বাক্ষর সঠিক না থাকলে তাহলে পুনরায় আবেদন করতে হবে। তবে আবেদন ফি জমাদানের পরে আর কোনো পরিবর্তন/পরিমার্জন/সংশোধন গ্রহণযোগ্য নয় বিধায় আবেদন ফি জমাদানের পূর্বে প্রার্থী অবশ্যই উক্ত Applicant's Copy-তে তাঁর সাম্প্রতিক তোলা রঙিন ছবি, নির্ভুল তথ্য ও স্বাক্ষর সঠিক আছে কিনা নিশ্চিত হয়ে Applicant's Copy PDF Copy ডাউনলোডপূর্বক নিশ্চিত হয়ে প্রিন্ট করে সংরক্ষণ করবেন। xyxy=(66,1110,788,1199)
term-item xyxy=(802,410,1544,424)
cell-post-name: স্টেনোটাইপিস্ট-কাম-কম্পিউটার অপারেটর xyxy=(64,558,221,592)
table-row xyxy=(34,592,788,625)
colnum: ১ xyxy=(34,226,64,245)
term-text: iv) শেষ তারিখ ও সময়ের জন্য অপেক্ষা না করে হাতে পর্যাপ্ত সময় নিয়ে আবেদন প্রক্রিয়া সম্পন্ন করার জন্য প্রার্থীগণকে পরামর্শ প্রদান করা হলো। xyxy=(66,989,684,1003)
cell-grade: ১৩ গ্রেড ১১০০০-২৬৫৯০/- xyxy=(221,392,318,425)
notice-title: নিয়োগ বিজ্ঞপ্তি xyxy=(306,86,514,128)
cell-count: ০১ xyxy=(318,277,356,311)
cell-grade: ১৬ গ্রেড ৯৩০০-২২৪৯০/- xyxy=(221,725,318,773)
term-number xyxy=(802,583,840,598)
cell-qualification: অষ্টম শ্রেণি পাশ। xyxy=(356,838,788,872)
term-item xyxy=(33,1200,788,1321)
organization-name: বাংলাদেশ পল্লী উন্নয়ন বোর্ড xyxy=(289,11,532,37)
cell-post-name: স্টোর কিপার xyxy=(64,805,221,838)
cell-grade: ১১ গ্রেড ১২৫০০-৩০২৩০/- xyxy=(221,244,318,277)
table-row xyxy=(34,772,788,805)
sms-paragraph: প্রথম SMS: BRDB<Space>User ID লিখে Send করতে হবে 16222 নম্বরে। xyxy=(802,11,1156,25)
right-column xyxy=(802,11,1544,2334)
date-bangla: ০৯ চৈত্র ১৪৩১ xyxy=(710,81,788,101)
colnum: ৪ xyxy=(318,226,356,245)
cell-count: ০১ xyxy=(318,805,356,838)
cell-grade: ১৬ গ্রেড ৯৩০০-২২৪৯০/- xyxy=(221,805,318,838)
cell-serial: ০৯ xyxy=(34,525,64,558)
cell-count: ০৬ xyxy=(318,359,356,392)
cell-post-name: অফিস সহকারী/উচ্চমান সহকারী xyxy=(64,359,221,392)
sms-paragraph: Example: BRDB ABCDEF & Send to 16222 xyxy=(802,26,1071,42)
term-number: খ. xyxy=(33,1004,45,1018)
cell-grade: ১৬ গ্রেড ৯৩০০-২২৪৯০/- xyxy=(221,772,318,805)
sms-instructions xyxy=(802,11,1544,407)
cell-grade: ১৩ গ্রেড ১১০০০-২৬৫৯০/- xyxy=(221,359,318,392)
cell-post-name: অফিস সহায়ক xyxy=(64,838,221,872)
cell-qualification: প্রুফরিডিং এ ০২ বছরের অভিজ্ঞতাসহ এসএসসি পাশ। xyxy=(356,772,788,805)
cell-grade: ১৩ গ্রেড ১১০০০-২৬৫৯০/- xyxy=(221,311,318,359)
cell-post-name: হিসাবরক্ষক xyxy=(64,244,221,277)
sms-paragraph: Example: BRDB Help User ABCDEF & Send to 16222 xyxy=(802,266,1138,282)
term-number: ১০। xyxy=(802,898,820,912)
cell-serial: ০৭ xyxy=(34,459,64,492)
cell-grade: ২০ গ্রেড ৮২৫০-২০০১০/- xyxy=(221,838,318,872)
cell-qualification: ২টি দ্বিতীয় বিভাগসহ বিকম পাশ। xyxy=(356,492,788,525)
sms-paragraph: জ. শুধুমাত্র Teletalk pre-paid মোবাইল ফোন থেকে প্রার্থীগণ নিম্নবর্ণিত SMS পদ্ধতি অনুসরণ করে নিজ নিজ User ID, Serial এবং PIN পুনরুদ্ধার করতে পারবেন: xyxy=(802,234,1523,248)
cell-serial: ০১ xyxy=(34,244,64,277)
term-number: ০৯। xyxy=(802,805,820,819)
